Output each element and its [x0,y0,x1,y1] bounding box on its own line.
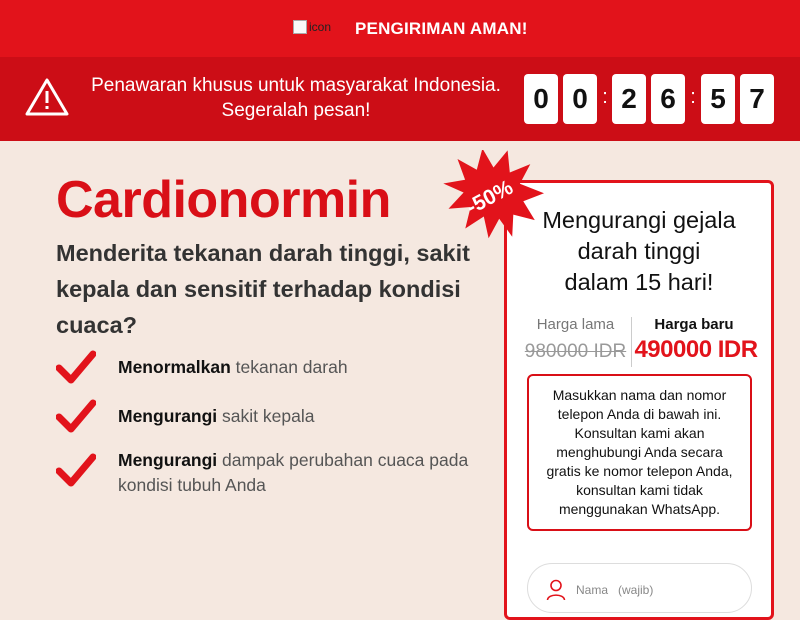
offer-title-line3: dalam 15 hari! [564,269,714,295]
consultation-info: Masukkan nama dan nomor telepon Anda di bawah ini. Konsultan kami akan menghubungi Anda secara gratis ke nomor telepon Anda, konsultan kami tidak menggunakan WhatsApp. [527,374,752,531]
check-icon [56,399,96,435]
offer-message-line2: Segeralah pesan! [221,100,371,121]
timer-minutes-tens: 2 [612,74,646,124]
new-price: 490000 IDR [634,336,758,363]
name-field[interactable] [527,563,752,613]
offer-title-line1: Mengurangi gejala [542,207,736,233]
timer-minutes-ones: 6 [651,74,685,124]
name-input[interactable] [574,578,738,602]
new-price-label: Harga baru [654,316,734,333]
broken-image-icon [293,20,307,34]
offer-message-line1: Penawaran khusus untuk masyarakat Indonesia. [91,75,501,96]
timer-seconds-ones: 7 [740,74,774,124]
check-icon [56,453,96,489]
offer-message [86,73,506,123]
image-alt-text: icon [309,20,332,34]
old-price-label: Harga lama [536,316,615,333]
discount-badge [427,150,553,246]
timer-seconds-tens: 5 [701,74,735,124]
product-headline: Menderita tekanan darah tinggi, sakit kepala dan sensitif terhadap kondisi cuaca? [56,240,470,338]
timer-separator: : [602,86,608,108]
old-price: 980000 IDR [524,341,627,362]
offer-title-line2: darah tinggi [577,238,701,264]
benefit-text: Mengurangi sakit kepala [118,406,315,426]
benefit-text: Mengurangi dampak perubahan cuaca pada kondisi tubuh Anda [118,450,469,495]
shipping-label: PENGIRIMAN AMAN! [355,19,528,38]
top-bar [0,0,800,57]
user-icon [546,579,566,601]
check-icon [56,350,96,386]
timer-hours-tens: 0 [524,74,558,124]
product-title: Cardionormin [56,171,391,229]
timer-separator: : [690,86,696,108]
offer-alert-bar [0,57,800,141]
shipping-image [293,20,337,38]
warning-triangle-icon [25,77,69,117]
benefit-text: Menormalkan tekanan darah [118,357,348,377]
timer-hours-ones: 0 [563,74,597,124]
discount-text: -50% [462,175,517,220]
